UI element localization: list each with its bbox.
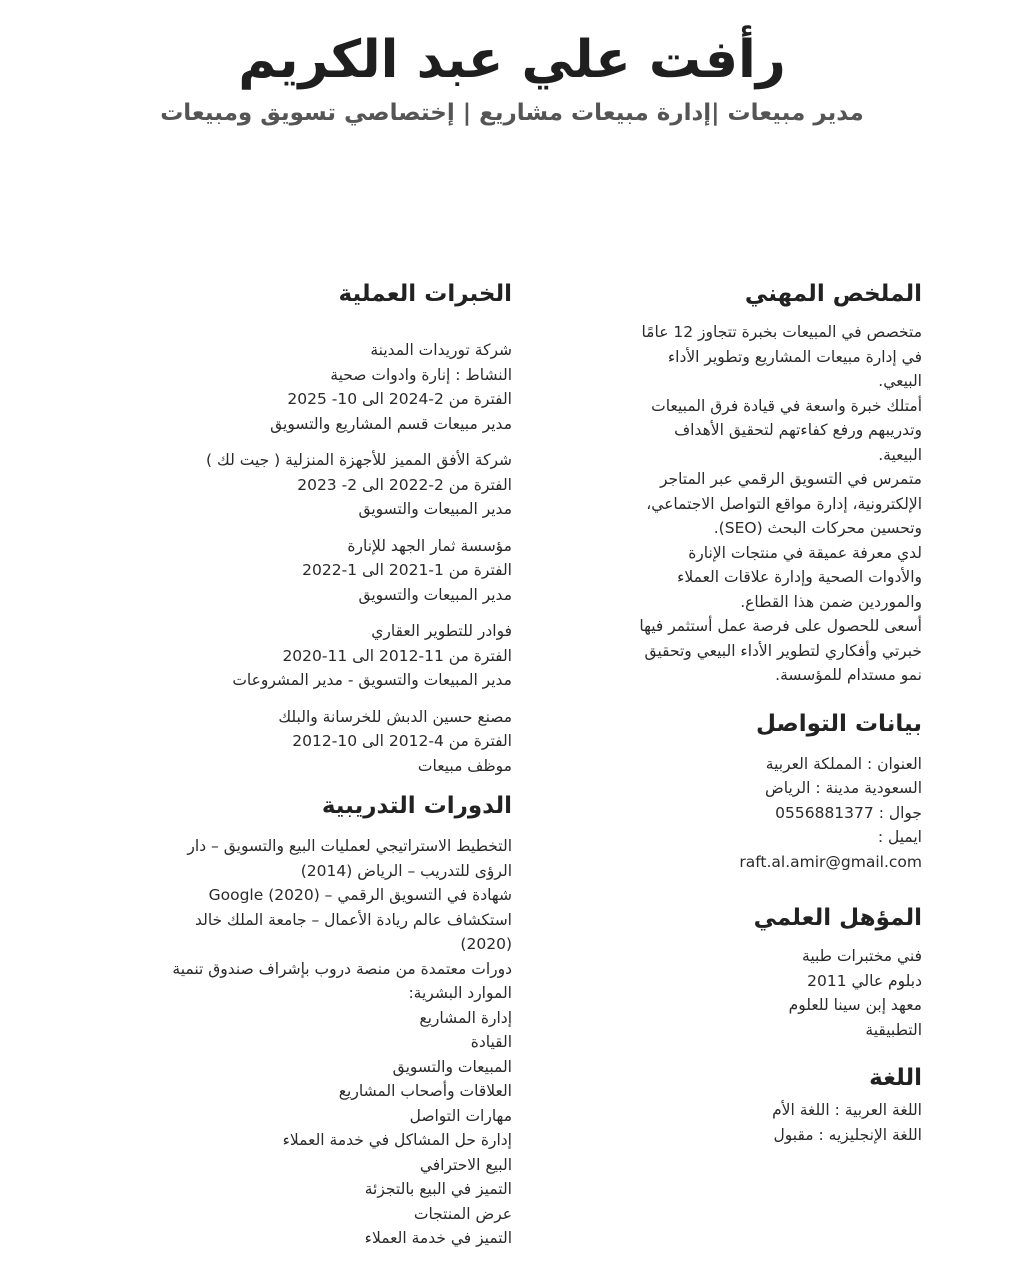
experience-company: مؤسسة ثمار الجهد للإنارة [347, 536, 512, 555]
experience-period: الفترة من 2-2024 الى 10- 2025 [287, 390, 512, 408]
course-line: الرؤى للتدريب – الرياض (2014) [300, 861, 512, 880]
experience-entry [112, 705, 512, 779]
contact-heading: بيانات التواصل [755, 710, 922, 737]
contact-address-line: السعودية مدينة : الرياض [765, 779, 922, 797]
contact-address-line: العنوان : المملكة العربية [765, 754, 922, 773]
right-column [582, 278, 922, 1147]
experience-entry [112, 619, 512, 693]
course-line: التخطيط الاستراتيجي لعمليات البيع والتسويق – دار [187, 837, 512, 855]
experience-role: مدير المبيعات والتسويق - مدير المشروعات [232, 671, 512, 689]
summary-line: متمرس في التسويق الرقمي عبر المتاجر [659, 470, 922, 488]
course-line: إدارة المشاريع [419, 1008, 512, 1027]
summary-line: نمو مستدام للمؤسسة. [775, 666, 922, 684]
experience-entry [112, 338, 512, 436]
contact-phone: جوال : 0556881377 [775, 803, 922, 822]
course-line: القيادة [470, 1033, 512, 1051]
course-line: المبيعات والتسويق [392, 1057, 512, 1076]
experience-role: مدير المبيعات والتسويق [358, 500, 512, 518]
course-line: التميز في خدمة العملاء [364, 1229, 512, 1247]
experience-period: الفترة من 1-2021 الى 1-2022 [302, 561, 512, 579]
experience-role: موظف مبيعات [417, 756, 512, 775]
summary-line: البيعي. [878, 372, 922, 390]
experience-company: شركة توريدات المدينة [370, 341, 512, 359]
education-heading: المؤهل العلمي [753, 905, 922, 931]
experience-detail: النشاط : إنارة وادوات صحية [330, 365, 512, 384]
contact-email-label: ايميل : [877, 828, 922, 846]
course-line: البيع الاحترافي [419, 1155, 512, 1174]
experience-role: مدير المبيعات والتسويق [358, 585, 512, 604]
summary-line: أمتلك خبرة واسعة في قيادة فرق المبيعات [651, 396, 922, 415]
education-line: دبلوم عالي 2011 [807, 971, 922, 990]
summary-body [582, 320, 922, 688]
summary-line: أسعى للحصول على فرصة عمل أستثمر فيها [639, 617, 922, 635]
courses-list [112, 834, 512, 1251]
contact-email[interactable]: raft.al.amir@gmail.com [739, 852, 922, 871]
summary-line: وتدريبهم ورفع كفاءتهم لتحقيق الأهداف [674, 421, 922, 439]
course-line: إدارة حل المشاكل في خدمة العملاء [282, 1131, 512, 1149]
summary-line: متخصص في المبيعات بخبرة تتجاوز 12 عامًا [641, 323, 922, 341]
summary-line: وتحسين محركات البحث (SEO). [713, 519, 922, 537]
summary-line: والموردين ضمن هذا القطاع. [740, 592, 922, 611]
course-line: الموارد البشرية: [408, 984, 512, 1002]
experience-period: الفترة من 11-2012 الى 11-2020 [282, 646, 512, 665]
course-line: استكشاف عالم ريادة الأعمال – جامعة الملك خالد [194, 910, 512, 929]
course-line: شهادة في التسويق الرقمي – Google (2020) [208, 886, 512, 904]
course-line: مهارات التواصل [409, 1106, 512, 1125]
experience-heading: الخبرات العملية [338, 281, 512, 307]
experience-company: شركة الأفق المميز للأجهزة المنزلية ( جيت لك ) [206, 451, 512, 469]
language-line: اللغة العربية : اللغة الأم [772, 1101, 922, 1119]
education-line: فني مختبرات طبية [802, 947, 922, 965]
course-line: العلاقات وأصحاب المشاريع [338, 1082, 512, 1100]
candidate-name: رأفت علي عبد الكريم [238, 30, 786, 90]
course-line: (2020) [460, 935, 512, 953]
summary-line: في إدارة مبيعات المشاريع وتطوير الأداء [667, 347, 922, 366]
experience-company: فوادر للتطوير العقاري [371, 622, 512, 640]
language-heading: اللغة [869, 1065, 922, 1091]
summary-line: والأدوات الصحية وإدارة علاقات العملاء [677, 568, 922, 586]
education-line: التطبيقية [865, 1020, 922, 1039]
experience-entry [112, 534, 512, 608]
course-line: عرض المنتجات [413, 1204, 512, 1223]
course-line: التميز في البيع بالتجزئة [364, 1180, 512, 1198]
summary-line: الإلكترونية، إدارة مواقع التواصل الاجتماعي، [646, 494, 922, 513]
experience-period: الفترة من 4-2012 الى 10-2012 [292, 732, 512, 750]
summary-line: لدي معرفة عميقة في منتجات الإنارة [688, 543, 922, 562]
job-title: مدير مبيعات |إدارة مبيعات مشاريع | إختصاصي تسويق ومبيعات [160, 100, 864, 126]
experience-period: الفترة من 2-2022 الى 2- 2023 [297, 475, 512, 494]
course-line: دورات معتمدة من منصة دروب بإشراف صندوق تنمية [172, 959, 512, 978]
experience-entry [112, 448, 512, 522]
summary-line: خبرتي وأفكاري لتطوير الأداء البيعي وتحقيق [644, 641, 922, 660]
courses-heading: الدورات التدريبية [321, 793, 512, 819]
education-line: معهد إبن سينا للعلوم [788, 996, 922, 1014]
experience-role: مدير مبيعات قسم المشاريع والتسويق [270, 414, 512, 433]
summary-line: البيعية. [878, 445, 922, 464]
left-column [112, 278, 512, 1251]
experience-company: مصنع حسين الدبش للخرسانة والبلك [278, 707, 512, 726]
summary-heading: الملخص المهني [744, 281, 922, 307]
language-line: اللغة الإنجليزيه : مقبول [773, 1125, 922, 1144]
